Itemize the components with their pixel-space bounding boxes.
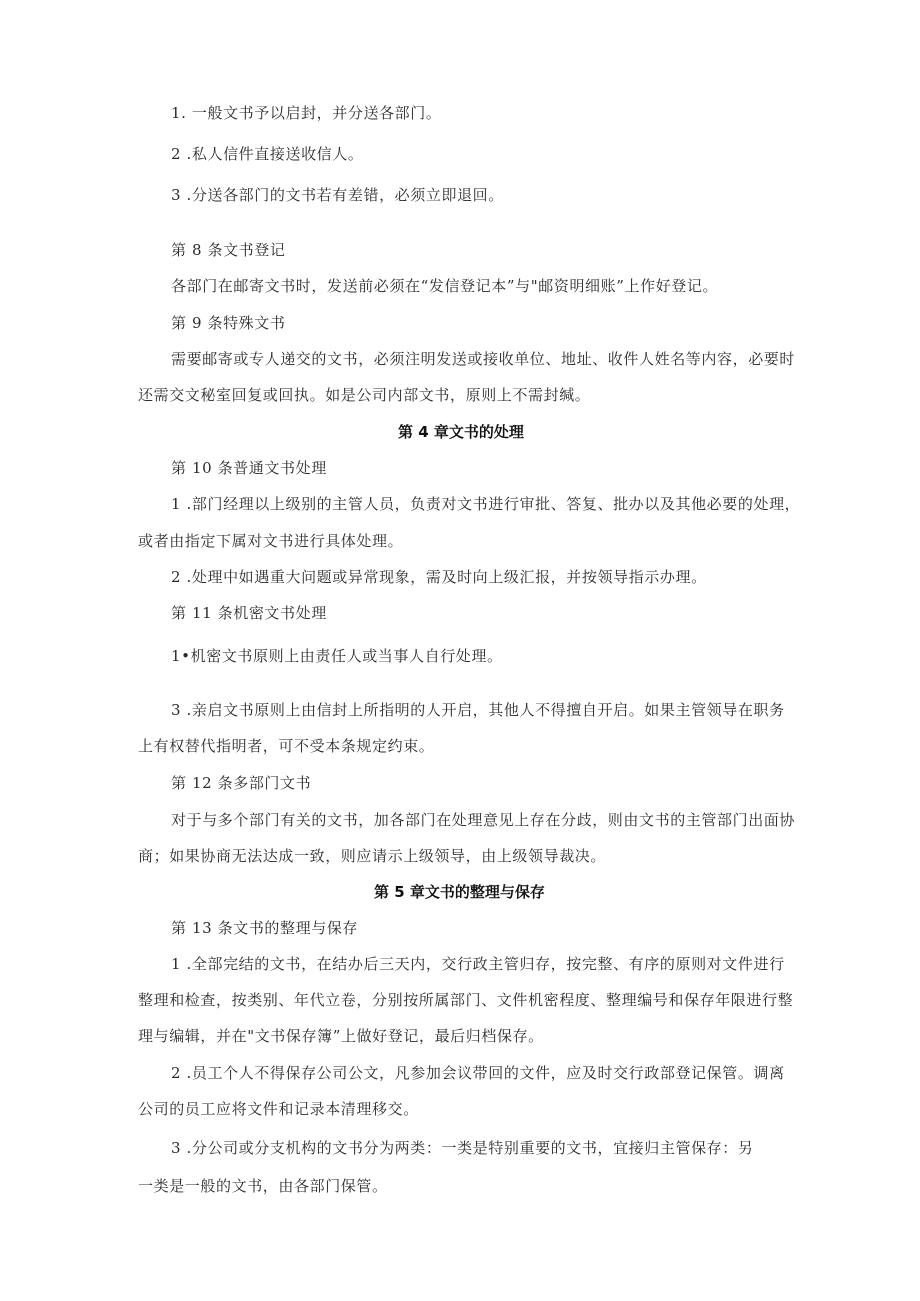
paragraph-line: 3 .分公司或分支机构的文书分为两类：一类是特别重要的文书，宜接归主管保存：另 <box>171 1139 754 1157</box>
paragraph-line: 1 .全部完结的文书，在结办后三天内，交行政主管归存，按完整、有序的原则对文件进行 <box>171 955 785 973</box>
paragraph-line: 或者由指定下属对文书进行具体处理。 <box>138 532 404 550</box>
paragraph-line: 2 .员工个人不得保存公司公文，凡参加会议带回的文件，应及时交行政部登记保管。调离 <box>171 1064 785 1082</box>
list-item: 1. 一般文书予以启封，并分送各部门。 <box>171 104 442 122</box>
list-item: 2 .私人信件直接送收信人。 <box>171 145 364 163</box>
paragraph-line: 2 .处理中如遇重大问题或异常现象，需及时向上级汇报，并按领导指示办理。 <box>171 568 707 586</box>
paragraph-line: 公司的员工应将文件和记录本清理移交。 <box>138 1100 419 1118</box>
article-title: 第 10 条普通文书处理 <box>171 459 327 477</box>
article-title: 第 13 条文书的整理与保存 <box>171 919 359 937</box>
paragraph-line: 1•机密文书原则上由责任人或当事人自行处理。 <box>171 647 503 665</box>
paragraph-line: 理与编辑，并在"文书保存簿”上做好登记，最后归档保存。 <box>138 1027 544 1045</box>
paragraph-line: 3 .亲启文书原则上由信封上所指明的人开启，其他人不得擅自开启。如果主管领导在职务 <box>171 701 785 719</box>
paragraph-line: 需要邮寄或专人递交的文书，必须注明发送或接收单位、地址、收件人姓名等内容，必要时 <box>171 350 796 368</box>
chapter-heading: 第 5 章文书的整理与保存 <box>374 883 545 901</box>
paragraph-line: 商；如果协商无法达成一致，则应请示上级领导，由上级领导裁决。 <box>138 847 607 865</box>
paragraph-line: 对于与多个部门有关的文书，加各部门在处理意见上存在分歧，则由文书的主管部门出面协 <box>171 811 796 829</box>
article-title: 第 9 条特殊文书 <box>171 314 286 332</box>
article-title: 第 12 条多部门文书 <box>171 774 312 792</box>
paragraph-line: 1 .部门经理以上级别的主管人员，负责对文书进行审批、答复、批办以及其他必要的处理， <box>171 495 801 513</box>
list-item: 3 .分送各部门的文书若有差错，必须立即退回。 <box>171 186 504 204</box>
paragraph-line: 各部门在邮寄文书时，发送前必须在“发信登记本”与"邮资明细账”上作好登记。 <box>171 277 719 295</box>
paragraph-line: 上有权替代指明者，可不受本条规定约束。 <box>138 737 435 755</box>
chapter-heading: 第 4 章文书的处理 <box>398 423 524 441</box>
article-title: 第 8 条文书登记 <box>171 241 286 259</box>
article-title: 第 11 条机密文书处理 <box>171 604 327 622</box>
paragraph-line: 一类是一般的文书，由各部门保管。 <box>138 1177 388 1195</box>
paragraph-line: 整理和检查，按类别、年代立卷，分别按所属部门、文件机密程度、整理编号和保存年限进行整 <box>138 991 794 1009</box>
paragraph-line: 还需交文秘室回复或回执。如是公司内部文书，原则上不需封缄。 <box>138 386 591 404</box>
